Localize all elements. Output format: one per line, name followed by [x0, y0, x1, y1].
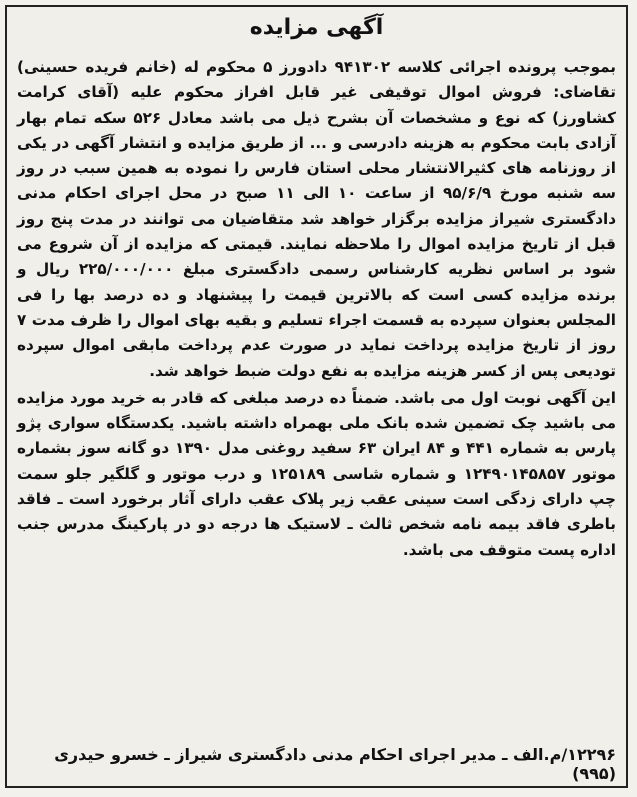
notice-body: [17, 55, 616, 563]
notice-footer: ۱۲۲۹۶/م.الف ـ مدیر اجرای احکام مدنی دادگستری شیراز ـ خسرو حیدری (۹۹۵): [54, 745, 616, 783]
notice-frame: [5, 5, 628, 788]
notice-title: آگهی مزایده: [249, 15, 384, 40]
notice-paragraph: بموجب پرونده اجرائی کلاسه ۹۴۱۳۰۲ دادورز ۵ محکوم له (خانم فریده حسینی) تقاضای: فروش اموال توقیفی غیر قابل افراز محکوم علیه (آقای کرامت کشاورز) که نوع و مشخصات آن بشرح ذیل می باشد معادل ۵۲۶ سکه تمام بهار آزادی بابت محکوم به هزینه دادرسی و ... از طریق مزایده و انتشار آگهی در یکی از روزنامه های کثیرالانتشار محلی استان فارس را نموده به همین سبب در روز سه شنبه مورخ ۹۵/۶/۹ از ساعت ۱۰ الی ۱۱ صبح در محل اجرای احکام مدنی دادگستری شیراز مزایده برگزار خواهد شد متقاضیان می توانند در مدت پنج روز قبل از تاریخ مزایده اموال را ملاحظه نمایند. قیمتی که مزایده از آن شروع می شود بر اساس نظریه کارشناس رسمی دادگستری مبلغ ۲۲۵/۰۰۰/۰۰۰ ریال و برنده مزایده کسی است که بالاترین قیمت را پیشنهاد و ده درصد بها را فی المجلس بعنوان سپرده به قسمت اجراء تسلیم و بقیه بهای اموال را ظرف مدت ۷ روز از تاریخ مزایده پرداخت نماید در صورت عدم پرداخت مابقی اموال سپرده تودیعی پس از کسر هزینه مزایده به نفع دولت ضبط خواهد شد.: [17, 58, 617, 380]
notice-paragraph: این آگهی نوبت اول می باشد. ضمناً ده درصد مبلغی که قادر به خرید مورد مزایده می باشید چک تضمین شده بانک ملی بهمراه داشته باشید. یکدستگاه سواری پژو پارس به شماره ۴۴۱ و ۸۴ ایران ۶۳ سفید روغنی مدل ۱۳۹۰ دو گانه سوز بشماره موتور ۱۲۴۹۰۱۴۵۸۵۷ و شماره شاسی ۱۲۵۱۸۹ و درب موتور و گلگیر جلو سمت چپ دارای زدگی است سینی عقب زیر پلاک عقب دارای آثار برخورد است ـ فاقد باطری فاقد بیمه نامه شخص ثالث ـ لاستیک ها درجه دو در پارکینگ مدرس جنب اداره پست متوقف می باشد.: [17, 388, 616, 559]
